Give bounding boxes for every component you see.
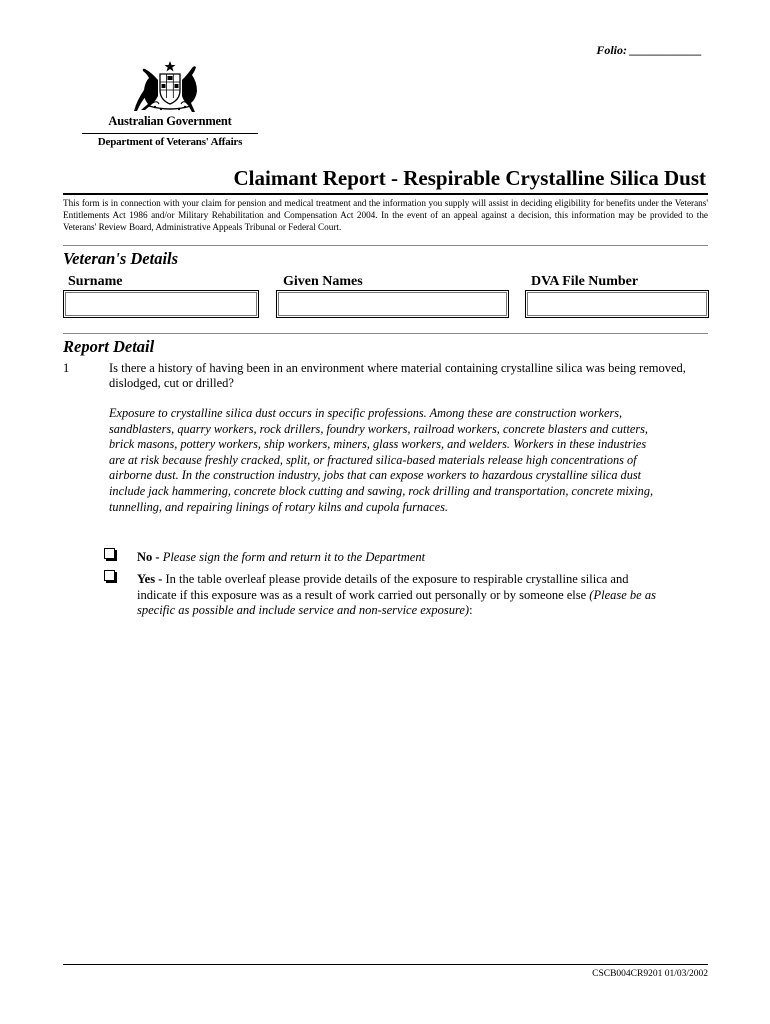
- exposure-info: Exposure to crystalline silica dust occurs in specific professions. Among these are construction workers, sandblasters, quarry workers, rock drillers, foundry workers, railroad workers, concrete blasters and cutters, brick masons, pottery workers, ship workers, miners, glass workers, and welders. Workers in these industries are at risk because freshly cracked, split, or fractured silica-based materials release high concentrations of airborne dust. In the construction industry, jobs that can expose workers to hazardous crystalline silica dust include jack hammering, concrete block cutting and sawing, rock drilling and transportation, concrete mixing, tunnelling, and repairing linings of rotary kilns and cupola furnaces.: [109, 406, 654, 514]
- veterans-details-heading: Veteran's Details: [63, 249, 179, 268]
- yes-option-trail: :: [469, 603, 473, 617]
- page-title: Claimant Report - Respirable Crystalline Silica Dust: [233, 166, 706, 190]
- section-divider: [63, 245, 708, 246]
- form-code: CSCB004CR9201 01/03/2002: [592, 969, 708, 979]
- yes-option-text: In the table overleaf please provide details of the exposure to respirable crystalline silica and indicate if this exposure was as a result of work carried out personally or by someone else: [137, 572, 629, 602]
- surname-field[interactable]: [63, 290, 259, 318]
- commonwealth-coat-of-arms-icon: [131, 60, 209, 114]
- yes-option: [137, 572, 657, 619]
- no-option: [137, 550, 657, 566]
- surname-label: Surname: [68, 274, 123, 289]
- no-checkbox[interactable]: [104, 548, 115, 559]
- question-number: 1: [63, 361, 70, 375]
- yes-checkbox[interactable]: [104, 570, 115, 581]
- department-name: Department of Veterans' Affairs: [97, 136, 243, 148]
- given-names-field[interactable]: [276, 290, 509, 318]
- header-divider: [82, 133, 258, 134]
- yes-option-label: Yes -: [137, 572, 163, 586]
- dva-file-number-label: DVA File Number: [531, 274, 639, 289]
- government-title: Australian Government: [108, 114, 232, 128]
- yes-option-note: (Please be as specific as possible and include service and non-service exposure): [137, 587, 656, 617]
- no-option-text: Please sign the form and return it to the Department: [162, 550, 426, 564]
- question-text: Is there a history of having been in an environment where material containing crystalline silica was being removed, dislodged, cut or drilled?: [109, 361, 686, 390]
- folio-blank: ____________: [630, 43, 702, 57]
- footer-divider: [63, 964, 708, 965]
- dva-file-number-field[interactable]: [525, 290, 709, 318]
- folio-label: Folio:: [596, 43, 627, 57]
- no-option-label: No -: [137, 550, 160, 564]
- title-divider: [63, 193, 708, 195]
- given-names-label: Given Names: [283, 274, 363, 289]
- section-divider: [63, 333, 708, 334]
- intro-text: This form is in connection with your claim for pension and medical treatment and the information you supply will assist in deciding eligibility for benefits under the Veterans' Entitlements Act 1986 and/or Military Rehabilitation and Compensation Act 2004. In the event of an appeal against a decision, this information may be provided to the Veterans' Review Board, Administrative Appeals Tribunal or Federal Court.: [63, 198, 708, 232]
- report-detail-heading: Report Detail: [63, 337, 155, 356]
- folio: [596, 43, 702, 58]
